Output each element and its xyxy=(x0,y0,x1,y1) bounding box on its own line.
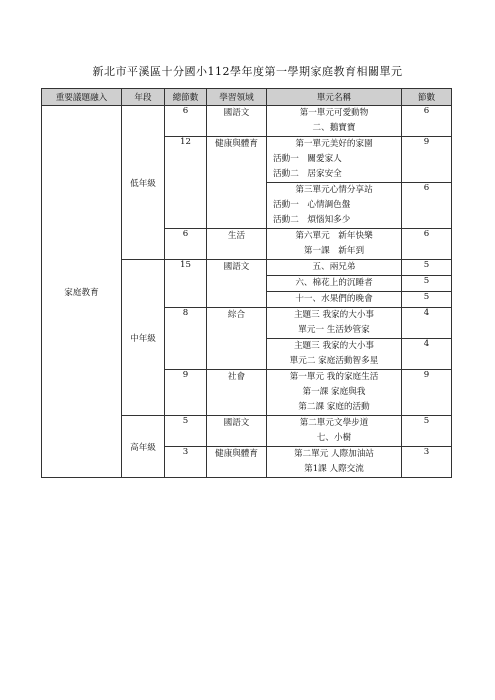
header-unit: 單元名稱 xyxy=(267,89,402,106)
area-cell: 健康與體育 xyxy=(207,137,267,229)
total-cell: 9 xyxy=(165,370,207,416)
area-cell: 國語文 xyxy=(207,260,267,308)
grade-low: 低年級 xyxy=(122,106,165,260)
unit-cell xyxy=(267,370,402,416)
unit-line: 第一單元可愛動物 xyxy=(299,108,369,118)
unit-cell xyxy=(267,229,402,260)
unit-line: 第一單元 我的家庭生活 xyxy=(289,372,379,382)
area-cell: 國語文 xyxy=(207,416,267,447)
periods-cell: 6 xyxy=(402,183,452,229)
unit-line: 第六單元 新年快樂 xyxy=(295,231,373,241)
header-total: 總節數 xyxy=(165,89,207,106)
unit-line: 活動一 心情調色盤 xyxy=(273,200,351,210)
unit-line: 第一單元美好的家園 xyxy=(295,139,373,149)
unit-line: 六、棉花上的沉睡者 xyxy=(295,278,373,288)
unit-cell xyxy=(267,260,402,276)
total-cell: 3 xyxy=(165,447,207,478)
unit-line: 主題三 我家的大小事 xyxy=(293,341,375,351)
unit-line: 主題三 我家的大小事 xyxy=(293,310,375,320)
unit-line: 單元一 生活妙管家 xyxy=(298,325,370,335)
area-cell: 生活 xyxy=(207,229,267,260)
unit-line: 二、鵝寶寶 xyxy=(312,123,356,133)
unit-line: 活動一 關愛家人 xyxy=(273,154,342,164)
periods-cell: 5 xyxy=(402,276,452,292)
periods-cell: 6 xyxy=(402,229,452,260)
unit-cell xyxy=(267,339,402,370)
grade-mid: 中年級 xyxy=(122,260,165,416)
periods-cell: 5 xyxy=(402,292,452,308)
unit-line: 第三單元心情分享站 xyxy=(295,185,373,195)
periods-cell: 9 xyxy=(402,137,452,183)
unit-line: 第一課 家庭與我 xyxy=(302,387,366,397)
area-cell: 健康與體育 xyxy=(207,447,267,478)
unit-cell xyxy=(267,292,402,308)
unit-line: 單元二 家庭活動智多星 xyxy=(289,356,379,366)
periods-cell: 4 xyxy=(402,308,452,339)
unit-cell xyxy=(267,183,402,229)
total-cell: 6 xyxy=(165,229,207,260)
unit-cell xyxy=(267,276,402,292)
table-row xyxy=(42,106,452,137)
area-cell: 國語文 xyxy=(207,106,267,137)
unit-cell xyxy=(267,416,402,447)
total-cell: 5 xyxy=(165,416,207,447)
unit-line: 五、兩兄弟 xyxy=(312,262,356,272)
page-title: 新北市平溪區十分國小112學年度第一學期家庭教育相關單元 xyxy=(92,65,403,78)
header-area: 學習領域 xyxy=(207,89,267,106)
periods-cell: 5 xyxy=(402,416,452,447)
unit-cell xyxy=(267,137,402,183)
header-periods: 節數 xyxy=(402,89,452,106)
unit-line: 十一、水果們的晚會 xyxy=(295,294,373,304)
unit-line: 第二單元文學步道 xyxy=(299,418,369,428)
unit-line: 第1課 人際交流 xyxy=(304,464,364,474)
unit-line: 第二課 家庭的活動 xyxy=(298,402,370,412)
unit-line: 七、小樹 xyxy=(316,433,352,443)
unit-line: 活動二 居家安全 xyxy=(273,169,342,179)
periods-cell: 9 xyxy=(402,370,452,416)
table-header-row xyxy=(42,89,452,106)
grade-high: 高年級 xyxy=(122,416,165,478)
total-cell: 8 xyxy=(165,308,207,370)
unit-line: 第一課 新年到 xyxy=(303,246,365,256)
periods-cell: 6 xyxy=(402,106,452,137)
unit-cell xyxy=(267,447,402,478)
area-cell: 綜合 xyxy=(207,308,267,370)
periods-cell: 4 xyxy=(402,339,452,370)
periods-cell: 5 xyxy=(402,260,452,276)
unit-line: 第二單元 人際加油站 xyxy=(293,449,375,459)
header-topic: 重要議題融入 xyxy=(42,89,122,106)
total-cell: 15 xyxy=(165,260,207,308)
family-education-table xyxy=(41,88,452,478)
unit-cell xyxy=(267,308,402,339)
unit-cell xyxy=(267,106,402,137)
topic-cell: 家庭教育 xyxy=(42,106,122,478)
unit-line: 活動二 煩惱知多少 xyxy=(273,215,351,225)
total-cell: 6 xyxy=(165,106,207,137)
area-cell: 社會 xyxy=(207,370,267,416)
header-grade: 年段 xyxy=(122,89,165,106)
total-cell: 12 xyxy=(165,137,207,229)
periods-cell: 3 xyxy=(402,447,452,478)
